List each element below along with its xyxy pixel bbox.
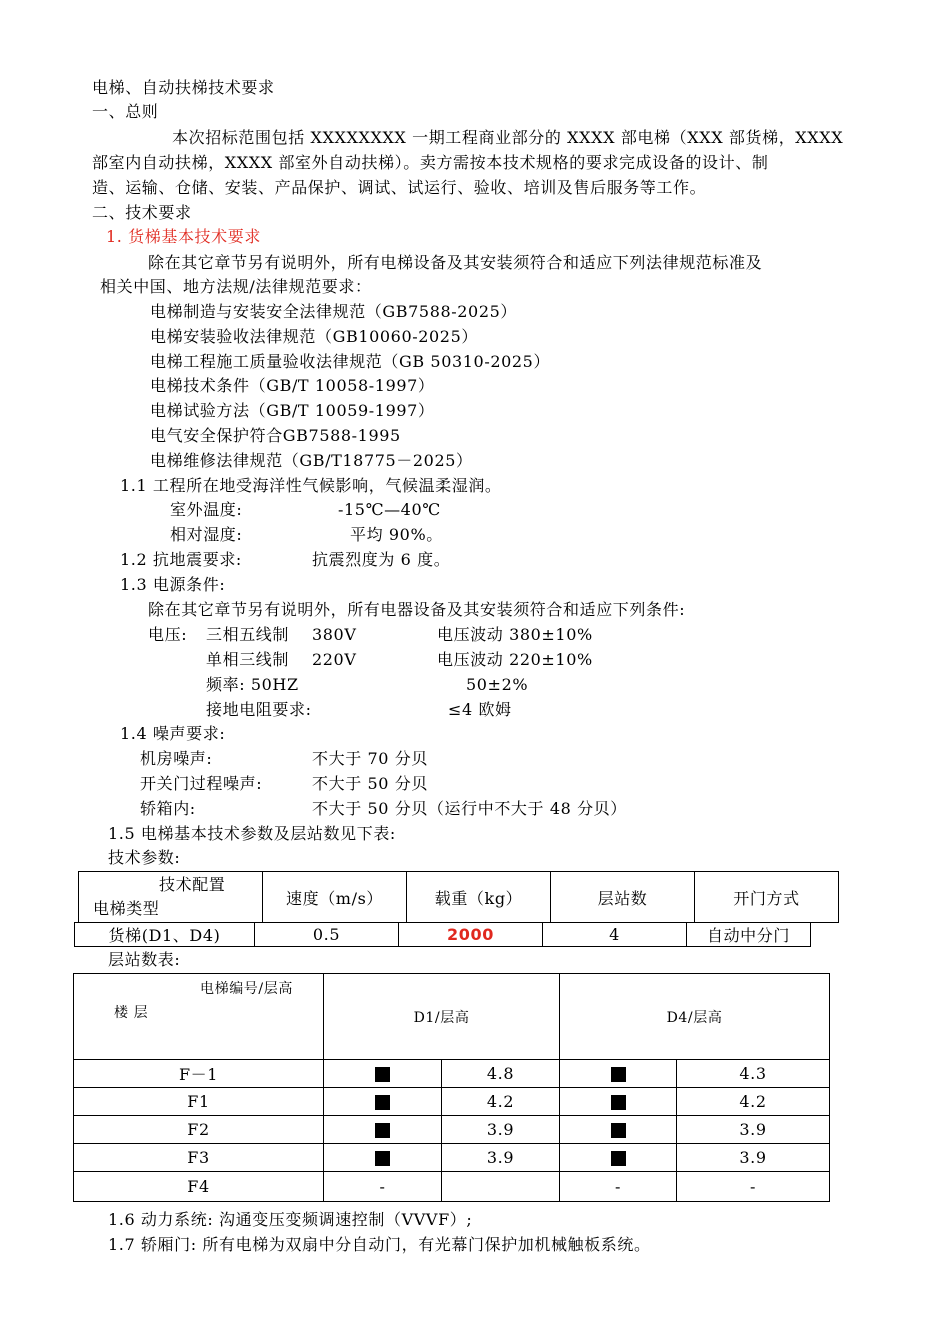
d4-mark-cell xyxy=(560,1116,677,1144)
d1-mark-cell xyxy=(324,1116,442,1144)
seismic-value: 抗震烈度为 6 度。 xyxy=(312,550,451,569)
d4-mark-cell xyxy=(560,1060,677,1088)
param-header: 载重（kg） xyxy=(407,872,551,923)
param-table-row xyxy=(74,922,811,947)
d4-height-cell: 3.9 xyxy=(677,1144,830,1172)
param-header: 层站数 xyxy=(551,872,695,923)
filled-square-icon xyxy=(375,1151,390,1166)
filled-square-icon xyxy=(375,1095,390,1110)
param-table xyxy=(78,871,839,923)
d4-height-cell: 3.9 xyxy=(677,1116,830,1144)
noise-label: 轿箱内: xyxy=(140,799,196,818)
ground-value: ≤4 欧姆 xyxy=(448,700,512,719)
standard-item: 电梯维修法律规范（GB/T18775－2025） xyxy=(150,451,473,470)
noise-heading: 1.4 噪声要求: xyxy=(120,724,226,743)
car-door-line: 1.7 轿厢门: 所有电梯为双扇中分自动门，有光幕门保护加机械触板系统。 xyxy=(108,1235,651,1254)
d1-height-cell: 3.9 xyxy=(442,1116,560,1144)
voltage-label: 电压: xyxy=(148,625,188,644)
filled-square-icon xyxy=(611,1095,626,1110)
param-table-diag-header xyxy=(79,872,263,923)
voltage-single-phase: 单相三线制 xyxy=(206,650,290,669)
floor-table-label: 层站数表: xyxy=(108,950,181,969)
noise-label: 机房噪声: xyxy=(140,749,213,768)
param-door-cell: 自动中分门 xyxy=(687,923,811,947)
d1-mark-cell xyxy=(324,1088,442,1116)
doc-title: 电梯、自动扶梯技术要求 xyxy=(92,78,275,97)
d4-mark-cell: - xyxy=(560,1172,677,1202)
humidity-value: 平均 90%。 xyxy=(350,525,443,544)
d1-mark-cell: - xyxy=(324,1172,442,1202)
standard-item: 电梯制造与安装安全法律规范（GB7588-2025） xyxy=(150,302,517,321)
param-stops-cell: 4 xyxy=(543,923,687,947)
d1-mark-cell xyxy=(324,1060,442,1088)
tech-params-label: 技术参数: xyxy=(108,848,181,867)
paragraph-scope-line3: 造、运输、仓储、安装、产品保护、调试、试运行、验收、培训及售后服务等工作。 xyxy=(92,178,707,197)
d1-height-cell xyxy=(442,1172,560,1202)
filled-square-icon xyxy=(611,1067,626,1082)
frequency-label: 频率: 50HZ xyxy=(206,675,299,694)
d1-height-cell: 4.2 xyxy=(442,1088,560,1116)
voltage-single-phase-value: 220V xyxy=(312,650,357,669)
voltage-three-phase: 三相五线制 xyxy=(206,625,290,644)
d4-mark-cell xyxy=(560,1088,677,1116)
standard-item: 电气安全保护符合GB7588-1995 xyxy=(150,426,401,445)
param-load-cell: 2000 xyxy=(399,923,543,947)
paragraph-standards-line2: 相关中国、地方法规/法律规范要求： xyxy=(100,277,372,296)
power-paragraph: 除在其它章节另有说明外，所有电器设备及其安装须符合和适应下列条件: xyxy=(148,600,686,619)
temp-label: 室外温度: xyxy=(170,500,243,519)
paragraph-standards-line1: 除在其它章节另有说明外，所有电梯设备及其安装须符合和适应下列法律规范标准及 xyxy=(148,253,763,272)
voltage-single-phase-fluct: 电压波动 220±10% xyxy=(437,650,593,669)
d4-height-cell: 4.2 xyxy=(677,1088,830,1116)
temp-value: -15℃—40℃ xyxy=(338,500,441,519)
subsection-heading-freight: 1. 货梯基本技术要求 xyxy=(106,227,261,246)
floor-cell: F2 xyxy=(74,1116,324,1144)
floor-cell: F1 xyxy=(74,1088,324,1116)
d4-height-cell: - xyxy=(677,1172,830,1202)
voltage-three-phase-value: 380V xyxy=(312,625,357,644)
power-system-line: 1.6 动力系统: 沟通变压变频调速控制（VVVF）; xyxy=(108,1210,473,1229)
section-heading-general: 一、总则 xyxy=(92,102,159,121)
param-header: 速度（m/s） xyxy=(263,872,407,923)
seismic-label: 1.2 抗地震要求: xyxy=(120,550,242,569)
param-type-cell: 货梯(D1、D4) xyxy=(75,923,255,947)
param-table-diag-bottom: 电梯类型 xyxy=(93,899,160,918)
noise-label: 开关门过程噪声: xyxy=(140,774,263,793)
param-table-diag-top: 技术配置 xyxy=(159,875,226,894)
d4-mark-cell xyxy=(560,1144,677,1172)
standard-item: 电梯工程施工质量验收法律规范（GB 50310-2025） xyxy=(150,352,551,371)
floor-table-diag-bottom: 楼 层 xyxy=(114,1005,149,1021)
d4-header: D4/层高 xyxy=(560,974,830,1060)
section-heading-tech: 二、技术要求 xyxy=(92,203,192,222)
filled-square-icon xyxy=(611,1151,626,1166)
filled-square-icon xyxy=(375,1067,390,1082)
climate-heading: 1.1 工程所在地受海洋性气候影响，气候温柔湿润。 xyxy=(120,476,502,495)
voltage-three-phase-fluct: 电压波动 380±10% xyxy=(437,625,593,644)
d1-height-cell: 4.8 xyxy=(442,1060,560,1088)
d1-height-cell: 3.9 xyxy=(442,1144,560,1172)
params-heading: 1.5 电梯基本技术参数及层站数见下表: xyxy=(108,824,396,843)
standard-item: 电梯安装验收法律规范（GB10060-2025） xyxy=(150,327,478,346)
floor-cell: F3 xyxy=(74,1144,324,1172)
humidity-label: 相对湿度: xyxy=(170,525,243,544)
noise-value: 不大于 50 分贝 xyxy=(312,774,428,793)
param-header: 开门方式 xyxy=(695,872,839,923)
d1-mark-cell xyxy=(324,1144,442,1172)
floor-table-diag-top: 电梯编号/层高 xyxy=(200,981,293,997)
noise-value: 不大于 50 分贝（运行中不大于 48 分贝） xyxy=(312,799,627,818)
floor-cell: F－1 xyxy=(74,1060,324,1088)
floor-table-diag-header xyxy=(74,974,324,1060)
paragraph-scope-line2: 部室内自动扶梯，XXXX 部室外自动扶梯）。卖方需按本技术规格的要求完成设备的设计、制 xyxy=(92,153,769,172)
noise-value: 不大于 70 分贝 xyxy=(312,749,428,768)
ground-label: 接地电阻要求: xyxy=(206,700,312,719)
frequency-value: 50±2% xyxy=(466,675,529,694)
floor-cell: F4 xyxy=(74,1172,324,1202)
filled-square-icon xyxy=(375,1123,390,1138)
standard-item: 电梯试验方法（GB/T 10059-1997） xyxy=(150,401,435,420)
standard-item: 电梯技术条件（GB/T 10058-1997） xyxy=(150,376,435,395)
power-heading: 1.3 电源条件: xyxy=(120,575,226,594)
param-speed-cell: 0.5 xyxy=(255,923,399,947)
d4-height-cell: 4.3 xyxy=(677,1060,830,1088)
paragraph-scope-line1: 本次招标范围包括 XXXXXXXX 一期工程商业部分的 XXXX 部电梯（XXX 部货梯，XXXX xyxy=(172,128,844,147)
d1-header: D1/层高 xyxy=(324,974,560,1060)
floor-table xyxy=(73,973,830,1202)
filled-square-icon xyxy=(611,1123,626,1138)
